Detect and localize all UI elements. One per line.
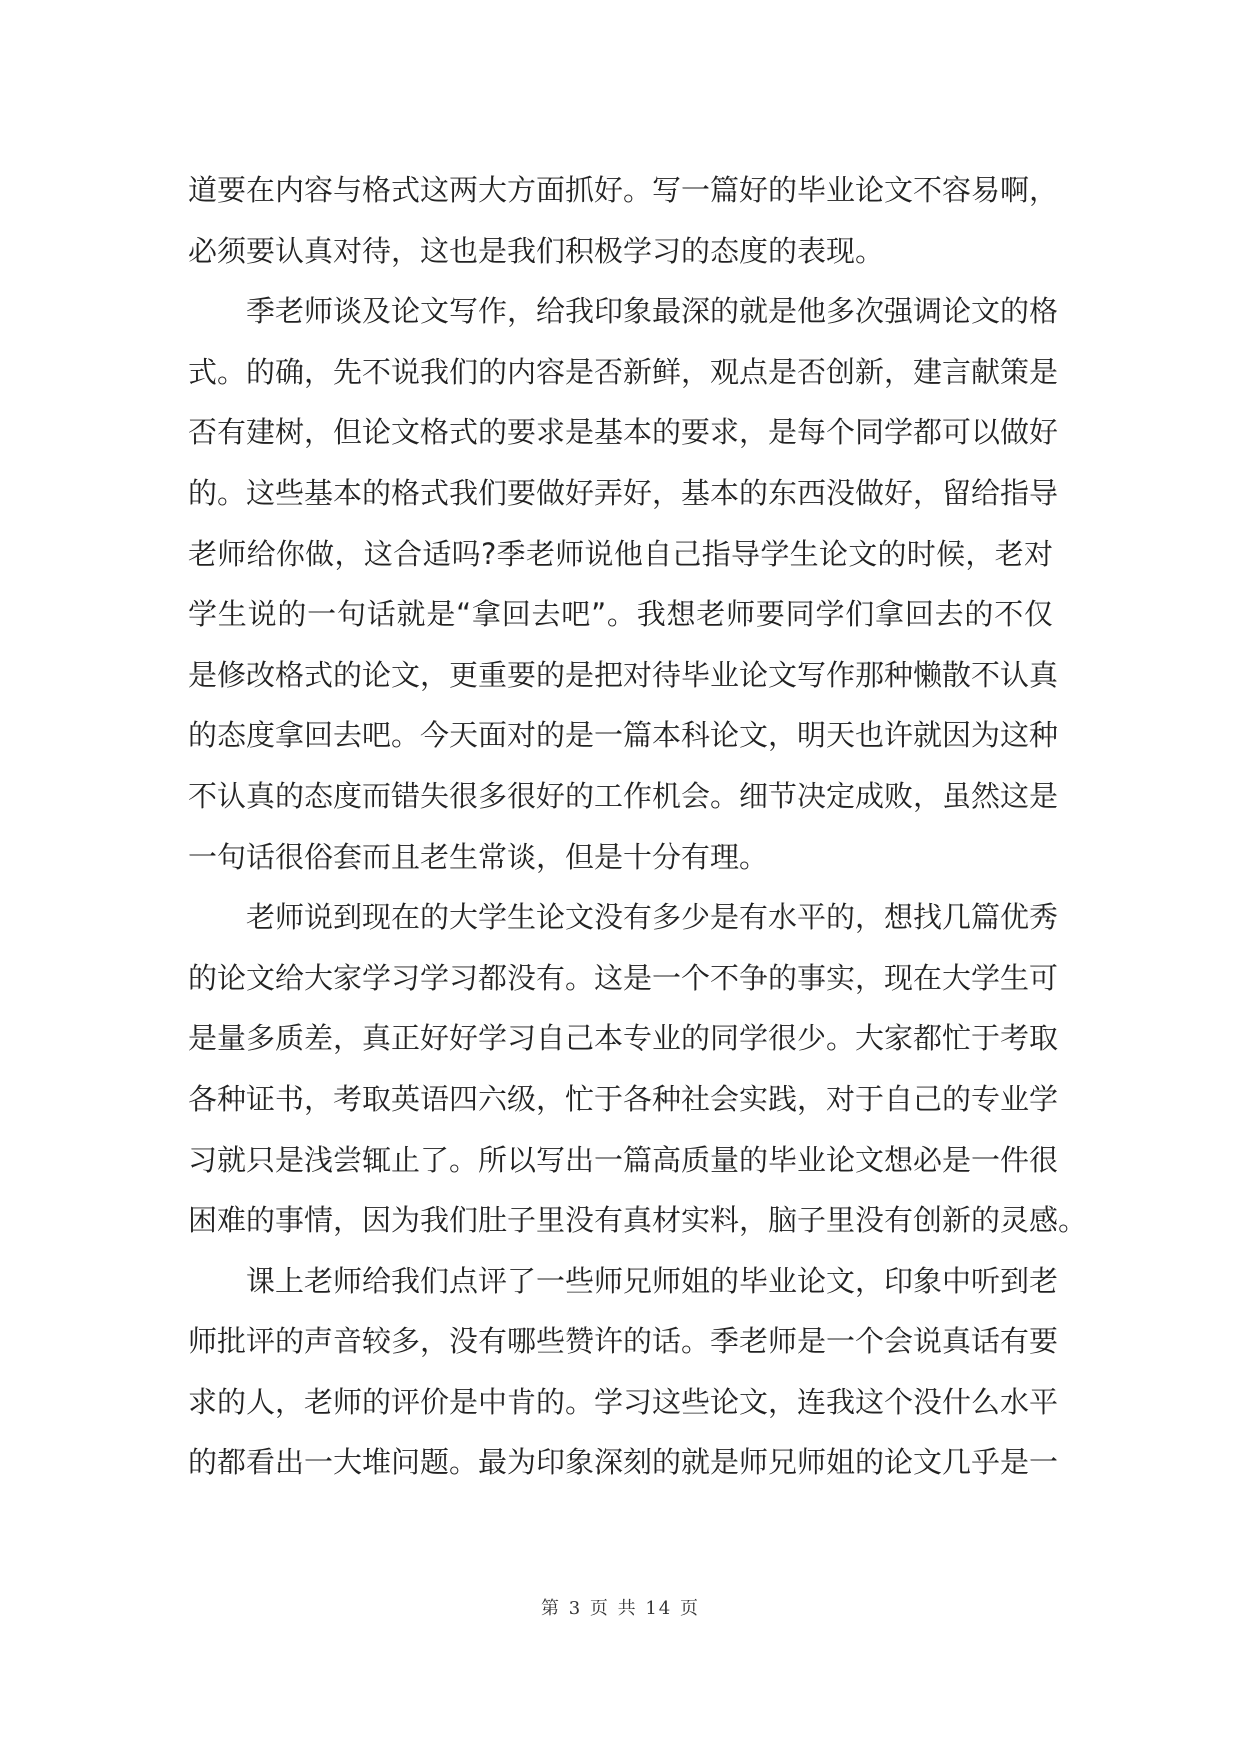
text-line: 各种证书，考取英语四六级，忙于各种社会实践，对于自己的专业学 xyxy=(188,1081,1059,1116)
text-line: 道要在内容与格式这两大方面抓好。写一篇好的毕业论文不容易啊， xyxy=(188,173,1059,207)
text-line: 不认真的态度而错失很多很好的工作机会。细节决定成败，虽然这是 xyxy=(188,778,1059,813)
text-line: 的都看出一大堆问题。最为印象深刻的就是师兄师姐的论文几乎是一 xyxy=(188,1445,1059,1480)
text-line: 一句话很俗套而且老生常谈，但是十分有理。 xyxy=(188,839,769,874)
text-line: 式。的确，先不说我们的内容是否新鲜，观点是否创新，建言献策是 xyxy=(188,354,1059,389)
text-line: 老师说到现在的大学生论文没有多少是有水平的，想找几篇优秀 xyxy=(246,900,1059,935)
body-text xyxy=(188,160,1088,1493)
text-line: 困难的事情，因为我们肚子里没有真材实料，脑子里没有创新的灵感。 xyxy=(188,1203,1088,1238)
text-line: 学生说的一句话就是“拿回去吧”。我想老师要同学们拿回去的不仅 xyxy=(188,597,1053,632)
text-line: 是量多质差，真正好好学习自己本专业的同学很少。大家都忙于考取 xyxy=(188,1021,1059,1056)
text-line: 求的人，老师的评价是中肯的。学习这些论文，连我这个没什么水平 xyxy=(188,1384,1059,1419)
text-line: 季老师谈及论文写作，给我印象最深的就是他多次强调论文的格 xyxy=(246,294,1059,329)
text-line: 否有建树，但论文格式的要求是基本的要求，是每个同学都可以做好 xyxy=(188,415,1059,450)
text-line: 课上老师给我们点评了一些师兄师姐的毕业论文，印象中听到老 xyxy=(246,1263,1059,1298)
text-line: 师批评的声音较多，没有哪些赞许的话。季老师是一个会说真话有要 xyxy=(188,1324,1059,1359)
page-footer: 第 3 页 共 14 页 xyxy=(541,1598,700,1619)
text-line: 的态度拿回去吧。今天面对的是一篇本科论文，明天也许就因为这种 xyxy=(188,718,1059,753)
text-line: 老师给你做，这合适吗?季老师说他自己指导学生论文的时候，老对 xyxy=(188,536,1053,571)
text-line: 是修改格式的论文，更重要的是把对待毕业论文写作那种懒散不认真 xyxy=(188,657,1059,692)
text-line: 的论文给大家学习学习都没有。这是一个不争的事实，现在大学生可 xyxy=(188,960,1059,995)
text-line: 习就只是浅尝辄止了。所以写出一篇高质量的毕业论文想必是一件很 xyxy=(188,1142,1059,1177)
text-line: 的。这些基本的格式我们要做好弄好，基本的东西没做好，留给指导 xyxy=(188,475,1059,510)
text-line: 必须要认真对待，这也是我们积极学习的态度的表现。 xyxy=(188,233,885,268)
